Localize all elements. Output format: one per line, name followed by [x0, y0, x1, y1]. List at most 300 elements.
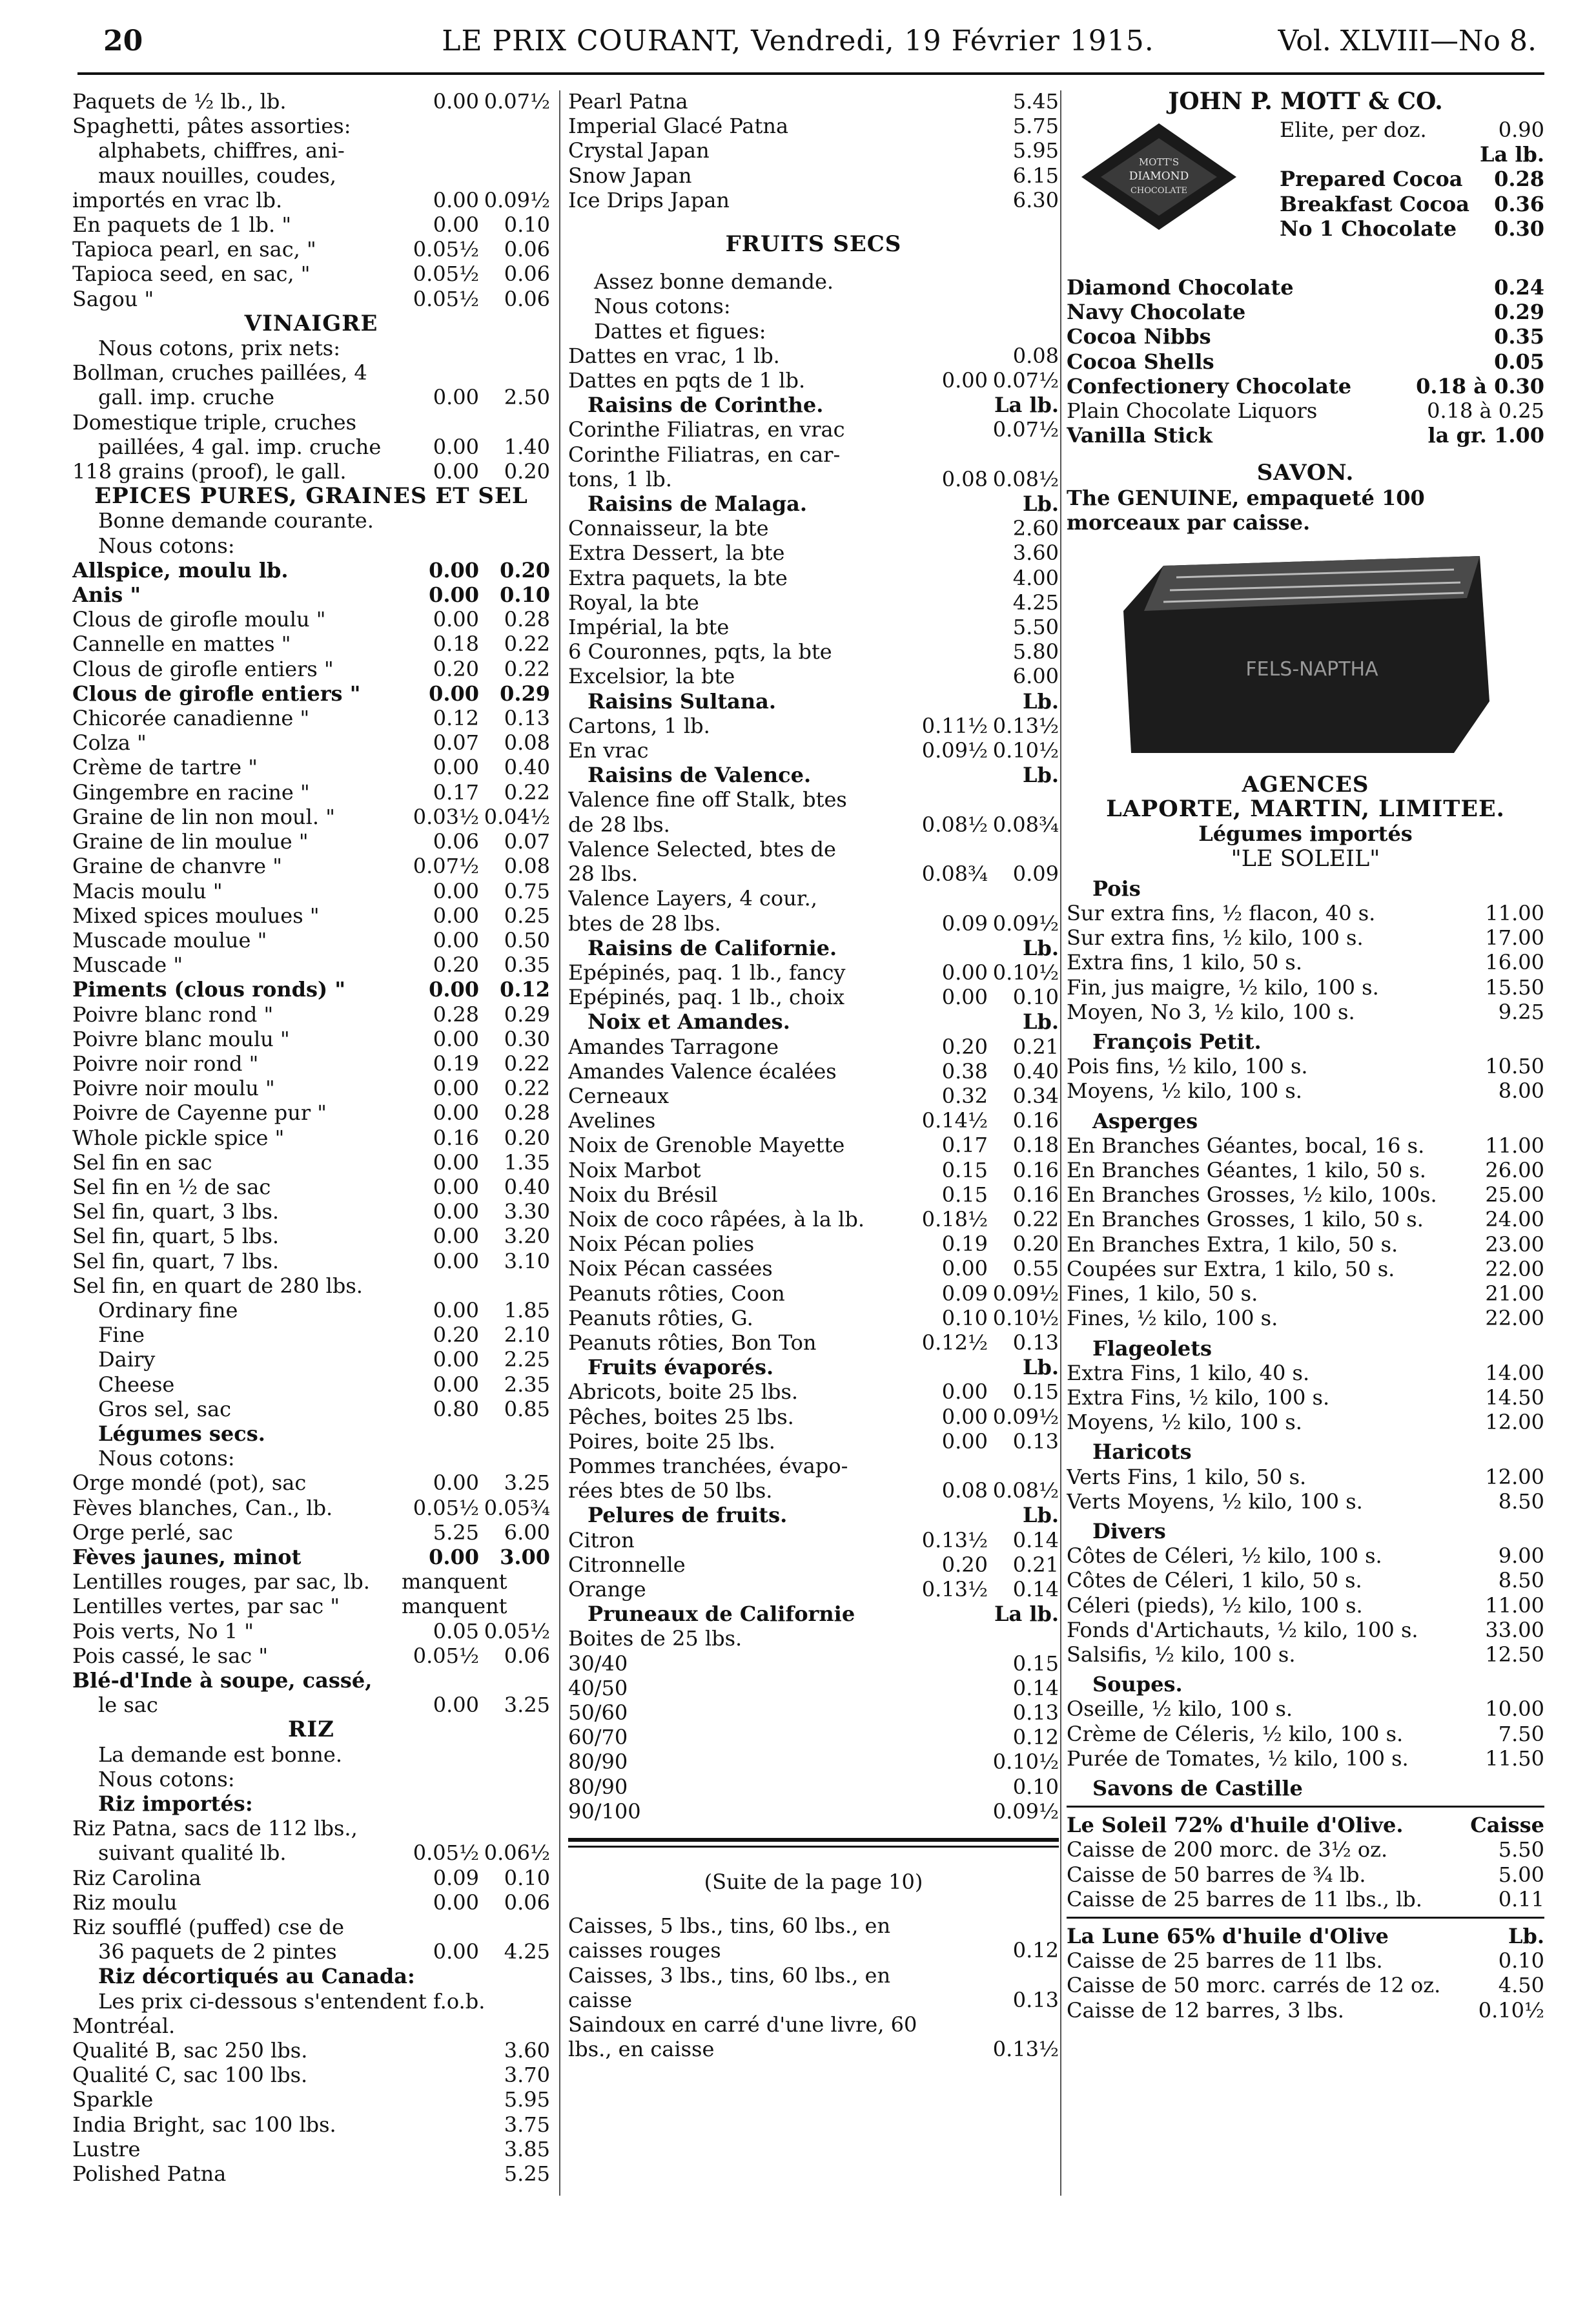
price-min [910, 344, 988, 368]
mott-elite-row [1280, 118, 1544, 241]
price-row [1067, 1158, 1544, 1182]
price-min: 0.20 [433, 1323, 479, 1348]
price-row [568, 960, 1059, 985]
price-max: 0.07½ [992, 417, 1059, 442]
price-row [568, 89, 1059, 114]
section-title-fruits: FRUITS SECS [725, 231, 902, 258]
price-max: 0.22 [1012, 1206, 1059, 1232]
price-max: 0.22 [504, 656, 550, 681]
item-name: Dairy [98, 1347, 156, 1372]
price-row [568, 861, 1059, 886]
price-row [72, 1939, 550, 1964]
price-max: 0.40 [504, 1174, 550, 1199]
item-name: Abricots, boite 25 lbs. [568, 1379, 799, 1405]
column-middle [568, 89, 1059, 2061]
price-row [568, 1330, 1059, 1355]
item-price: 24.00 [1485, 1207, 1544, 1232]
item-name: Orange [568, 1576, 646, 1602]
price-max: 0.09½ [484, 187, 550, 212]
price-row [568, 1306, 1059, 1330]
price-row [568, 1963, 1059, 1988]
subsection-title: Pois [1092, 876, 1141, 901]
header-rule [77, 72, 1544, 75]
price-row [72, 1816, 550, 1840]
mott-advertisement [1067, 89, 1544, 283]
price-row [72, 1199, 550, 1224]
item-name: Fines, 1 kilo, 50 s. [1067, 1281, 1258, 1306]
price-max: 0.34 [1012, 1083, 1059, 1108]
price-row [1067, 1837, 1544, 1862]
price-row [1067, 1385, 1544, 1410]
price-row [72, 287, 550, 311]
price-row [1067, 1306, 1544, 1330]
subsection-title: Haricots [1092, 1439, 1192, 1465]
price-row [568, 1749, 1059, 1774]
price-row [72, 1866, 550, 1890]
item-name: Whole pickle spice " [72, 1125, 285, 1150]
price-max: 0.22 [504, 779, 550, 805]
price-min: manquent [402, 1569, 507, 1594]
item-price: 12.00 [1485, 1464, 1544, 1489]
price-row [72, 385, 550, 409]
price-row [1067, 1232, 1544, 1257]
price-max: 1.85 [504, 1297, 550, 1323]
price-row [72, 188, 550, 212]
price-min: 0.00 [433, 903, 479, 928]
price-max: 0.16 [1012, 1108, 1059, 1133]
unit-label: Lb. [1022, 1355, 1059, 1380]
item-name: Poivre noir moulu " [72, 1076, 275, 1101]
subsection-title: Raisins de Malaga. [588, 491, 807, 517]
item-price: 14.00 [1485, 1360, 1544, 1385]
price-max: 6.00 [504, 1520, 550, 1545]
subsection-header [1067, 1924, 1544, 1948]
item-price [988, 2012, 1059, 2037]
price-row [72, 1668, 550, 1693]
price-min: 0.00 [433, 1890, 479, 1915]
price-min [402, 1273, 479, 1298]
price-row [72, 829, 550, 854]
item-name: Fines, ½ kilo, 100 s. [1067, 1306, 1278, 1331]
price-row [72, 1076, 550, 1100]
item-name: Clous de girofle entiers " [72, 681, 361, 706]
item-name: Valence Selected, btes de [568, 836, 836, 861]
section-intro: Boites de 25 lbs. [568, 1626, 742, 1651]
subsection-header [568, 1602, 1059, 1626]
item-name: Citronnelle [568, 1552, 686, 1577]
price-max: 0.50 [504, 927, 550, 953]
price-max: 0.18 [1012, 1133, 1059, 1158]
price-min: 0.00 [429, 977, 479, 1002]
price-row [72, 1520, 550, 1545]
price-max: 0.75 [504, 878, 550, 903]
price-row [72, 1545, 550, 1569]
price-row [72, 879, 550, 903]
item-name: Royal, la bte [568, 590, 699, 615]
subsection-title: Divers [1092, 1518, 1166, 1543]
price-row [72, 1027, 550, 1051]
price-row [568, 1158, 1059, 1182]
item-name: Avelines [568, 1108, 656, 1133]
item-name: Noix de Grenoble Mayette [568, 1133, 845, 1158]
price-min: 0.00 [941, 1428, 988, 1454]
item-name: 28 lbs. [568, 861, 639, 887]
item-name: Plain Chocolate Liquors [1067, 398, 1318, 424]
price-min: 0.00 [433, 1150, 479, 1175]
price-row [72, 2038, 550, 2063]
price-min: 0.00 [433, 1939, 479, 1964]
item-name: Citron [568, 1527, 635, 1552]
item-price [988, 1913, 1059, 1938]
item-name: de 28 lbs. [568, 812, 670, 837]
section-rule [1067, 1806, 1544, 1808]
unit-label: La lb. [994, 393, 1059, 418]
price-max: 0.25 [504, 903, 550, 928]
price-max: 0.07½ [992, 368, 1059, 393]
item-name: rées btes de 50 lbs. [568, 1478, 773, 1503]
item-name: Salsifis, ½ kilo, 100 s. [1067, 1642, 1296, 1667]
price-min: 0.12½ [921, 1330, 988, 1355]
item-name: Extra Fins, 1 kilo, 40 s. [1067, 1360, 1310, 1385]
item-price: 4.50 [1498, 1973, 1544, 1998]
price-row [568, 1035, 1059, 1059]
price-max: 0.35 [504, 953, 550, 978]
price-row [1067, 1568, 1544, 1593]
price-min: 0.03½ [413, 804, 479, 829]
price-row [72, 632, 550, 656]
item-price: 4.00 [1012, 565, 1059, 590]
price-max: 0.13½ [992, 713, 1059, 738]
price-min: 0.00 [433, 434, 479, 459]
price-min: 0.00 [433, 1693, 479, 1718]
item-name: Breakfast Cocoa [1280, 191, 1469, 216]
item-name: Caisse de 50 morc. carrés de 12 oz. [1067, 1973, 1441, 1998]
item-name: 80/90 [568, 1749, 628, 1775]
price-row [568, 1108, 1059, 1133]
price-min: 0.08¾ [921, 861, 988, 887]
price-row [72, 435, 550, 459]
subsection-title: Fruits évaporés. [588, 1355, 774, 1380]
subsection-title: Flageolets [1092, 1335, 1212, 1361]
brand-name: "LE SOLEIL" [1231, 845, 1380, 872]
price-row [1067, 324, 1544, 349]
price-row [568, 837, 1059, 861]
item-price: la gr. 1.00 [1427, 423, 1544, 448]
price-row [568, 615, 1059, 639]
item-name: Cannelle en mattes " [72, 632, 291, 657]
price-row [568, 2012, 1059, 2037]
price-row [568, 1913, 1059, 1938]
price-min: 0.17 [941, 1133, 988, 1158]
item-name: Sel fin en sac [72, 1150, 212, 1175]
price-max: 0.10½ [992, 1305, 1059, 1330]
price-max [479, 1816, 550, 1840]
price-max: 0.10 [500, 582, 550, 608]
item-name: Fonds d'Artichauts, ½ kilo, 100 s. [1067, 1617, 1418, 1642]
price-min: 0.00 [941, 368, 988, 393]
item-name: Macis moulu " [72, 878, 223, 903]
item-price: 0.05 [1494, 349, 1544, 374]
subsection-title: Noix et Amandes. [588, 1009, 790, 1035]
price-row [72, 2137, 550, 2161]
price-min: 0.05½ [413, 286, 479, 311]
price-max [988, 787, 1059, 812]
item-name: Caisse de 12 barres, 3 lbs. [1067, 1997, 1344, 2023]
price-row [1067, 1465, 1544, 1489]
price-row [72, 1002, 550, 1027]
price-max: 0.13 [1012, 1330, 1059, 1355]
price-row [568, 541, 1059, 565]
item-price: 5.00 [1498, 1862, 1544, 1887]
item-name: Imperial Glacé Patna [568, 114, 789, 139]
unit-label: La lb. [1479, 142, 1544, 167]
item-price: 12.00 [1485, 1410, 1544, 1435]
price-min: 0.00 [433, 1347, 479, 1372]
price-row [72, 854, 550, 878]
price-max [479, 1569, 550, 1594]
price-row [1067, 423, 1544, 448]
soap-package-image [1118, 540, 1493, 759]
subsection-title: Pruneaux de Californie [588, 1602, 855, 1627]
item-price: 0.12 [1012, 1938, 1059, 1963]
price-max [479, 1273, 550, 1298]
item-name: Sagou " [72, 286, 154, 311]
item-price: 0.18 à 0.30 [1416, 373, 1544, 398]
price-row [72, 780, 550, 805]
item-price: 8.50 [1498, 1568, 1544, 1593]
price-max: 3.30 [504, 1199, 550, 1224]
price-max: 0.06 [504, 262, 550, 287]
price-min: 5.25 [433, 1520, 479, 1545]
item-price: 11.00 [1485, 1593, 1544, 1618]
subsection-title: Savons de Castille [1092, 1775, 1303, 1800]
price-row [568, 566, 1059, 590]
price-min [402, 114, 479, 138]
item-name: Caisse de 200 morc. de 3½ oz. [1067, 1837, 1388, 1862]
item-name: Tapioca pearl, en sac, " [72, 237, 316, 262]
volume-number: Vol. XLVIII—No 8. [1278, 25, 1537, 57]
price-max: 3.25 [504, 1693, 550, 1718]
price-max: 0.09½ [992, 911, 1059, 936]
unit-label: Lb. [1022, 1009, 1059, 1035]
price-row [568, 1676, 1059, 1700]
item-name: En Branches Extra, 1 kilo, 50 s. [1067, 1232, 1398, 1257]
price-row [72, 953, 550, 977]
subsection-header [568, 1503, 1059, 1527]
price-min [402, 1668, 479, 1693]
price-min: 0.20 [433, 953, 479, 978]
item-name: Graine de lin non moul. " [72, 804, 335, 829]
price-row [568, 1454, 1059, 1478]
price-min: 0.13½ [921, 1527, 988, 1552]
item-price: 0.90 [1498, 118, 1544, 142]
price-min: manquent [402, 1594, 507, 1619]
item-price: 5.95 [1012, 138, 1059, 163]
item-price: 11.00 [1485, 1133, 1544, 1158]
price-min: 0.14½ [921, 1108, 988, 1133]
section-intro: La demande est bonne. [98, 1742, 343, 1767]
item-name: Noix de coco râpées, à la lb. [568, 1206, 865, 1232]
item-price: 0.09½ [992, 1799, 1059, 1824]
item-price: 0.18 à 0.25 [1427, 398, 1544, 424]
item-name: Caisses, 5 lbs., tins, 60 lbs., en [568, 1913, 891, 1939]
item-price: 0.29 [1494, 300, 1544, 325]
price-max: 1.35 [504, 1150, 550, 1175]
price-min [910, 886, 988, 911]
price-max: 0.07 [504, 829, 550, 854]
price-min: 0.00 [433, 1076, 479, 1101]
price-row [568, 714, 1059, 738]
price-min: 0.00 [433, 187, 479, 212]
item-name: Pêches, boites 25 lbs. [568, 1404, 794, 1429]
price-row [1280, 216, 1544, 241]
item-name: En Branches Géantes, 1 kilo, 50 s. [1067, 1158, 1426, 1183]
price-max: 0.20 [1012, 1232, 1059, 1257]
item-price [988, 1963, 1059, 1988]
item-price: 0.30 [1494, 216, 1544, 241]
item-name: Fèves blanches, Can., lb. [72, 1495, 333, 1520]
price-min [910, 442, 988, 467]
item-name: paillées, 4 gal. imp. cruche [98, 434, 382, 459]
price-max: 0.06 [504, 237, 550, 262]
price-row [568, 188, 1059, 212]
item-price: 0.24 [1494, 275, 1544, 300]
item-name: Poivre blanc moulu " [72, 1026, 290, 1051]
item-name: India Bright, sac 100 lbs. [72, 2112, 336, 2137]
price-min: 0.00 [941, 960, 988, 985]
price-min: 0.06 [433, 829, 479, 854]
price-max: 0.09 [1012, 861, 1059, 887]
soap-brand-label: FELS-NAPTHA [1245, 658, 1378, 681]
price-row [72, 1644, 550, 1668]
subsection-title: Raisins de Valence. [588, 763, 812, 788]
price-row [72, 1224, 550, 1248]
price-max: 0.28 [504, 607, 550, 632]
price-row [568, 1379, 1059, 1404]
price-min [402, 163, 479, 188]
subsection-title: Soupes. [1092, 1672, 1183, 1697]
price-min [402, 138, 479, 163]
section-rule [1067, 1917, 1544, 1919]
price-row [72, 360, 550, 385]
item-name: Verts Moyens, ½ kilo, 100 s. [1067, 1489, 1363, 1514]
item-price: 3.75 [504, 2112, 550, 2137]
unit-label: Lb. [1022, 1503, 1059, 1528]
unit-label: Lb. [1022, 763, 1059, 788]
price-min: 0.11½ [921, 713, 988, 738]
item-name: tons, 1 lb. [568, 466, 672, 491]
price-row [568, 417, 1059, 442]
continued-note: (Suite de la page 10) [704, 1870, 923, 1895]
item-name: Cheese [98, 1372, 175, 1397]
item-name: Moyen, No 3, ½ kilo, 100 s. [1067, 999, 1355, 1024]
price-max [988, 837, 1059, 861]
price-max: 0.10 [1012, 985, 1059, 1010]
item-name: Snow Japan [568, 163, 692, 188]
item-name: Pois verts, No 1 " [72, 1618, 254, 1644]
price-row [72, 2087, 550, 2112]
item-price: 0.28 [1494, 167, 1544, 192]
price-row [72, 114, 550, 138]
price-row [1067, 1746, 1544, 1771]
item-price: 6.00 [1012, 664, 1059, 689]
item-price: 5.80 [1012, 639, 1059, 665]
price-max: 2.25 [504, 1347, 550, 1372]
price-row [1067, 1361, 1544, 1385]
item-name: Fèves jaunes, minot [72, 1544, 302, 1569]
item-name: Prepared Cocoa [1280, 167, 1463, 192]
price-row [72, 1890, 550, 1915]
price-row [72, 706, 550, 730]
savon-description: The GENUINE, empaqueté 100 morceaux par caisse. [1067, 485, 1425, 535]
price-min [910, 787, 988, 812]
subsection-title: Raisins Sultana. [588, 688, 776, 714]
price-min: 0.10 [941, 1305, 988, 1330]
subsection-title: Asperges [1092, 1108, 1198, 1133]
item-name: caisses rouges [568, 1938, 721, 1963]
price-max: 0.29 [500, 681, 550, 706]
price-max: 0.09½ [992, 1404, 1059, 1429]
item-price: 7.50 [1498, 1721, 1544, 1746]
price-row [568, 1256, 1059, 1281]
price-min: 0.80 [433, 1396, 479, 1421]
price-row [568, 1577, 1059, 1602]
price-max: 0.20 [500, 557, 550, 582]
price-min: 0.20 [433, 656, 479, 681]
unit-label: Caisse [1470, 1813, 1544, 1838]
price-min: 0.00 [433, 1199, 479, 1224]
price-min: 0.00 [433, 1100, 479, 1126]
unit-label: Lb. [1508, 1923, 1544, 1948]
item-name: Excelsior, la bte [568, 664, 735, 689]
item-name: btes de 28 lbs. [568, 911, 721, 936]
price-max: 0.06 [504, 1643, 550, 1668]
price-row [1067, 975, 1544, 1000]
item-price: 0.10½ [1478, 1997, 1544, 2023]
price-min: 0.07 [433, 730, 479, 756]
price-row [72, 2161, 550, 2186]
price-min: 0.38 [941, 1058, 988, 1084]
price-row [72, 2112, 550, 2137]
price-max [479, 410, 550, 435]
price-min [402, 410, 479, 435]
item-name: Sur extra fins, ½ kilo, 100 s. [1067, 925, 1364, 951]
item-price: 8.50 [1498, 1489, 1544, 1514]
item-name: Spaghetti, pâtes assorties: [72, 114, 351, 139]
subsection-header [568, 393, 1059, 417]
item-price: 21.00 [1485, 1281, 1544, 1306]
price-max: 2.10 [504, 1323, 550, 1348]
price-row [1280, 192, 1544, 216]
item-name: Saindoux en carré d'une livre, 60 [568, 2012, 917, 2037]
item-name: Cocoa Nibbs [1067, 324, 1211, 349]
price-row [1067, 1642, 1544, 1667]
price-max: 0.13 [1012, 1428, 1059, 1454]
price-row [1067, 1887, 1544, 1912]
price-min: 0.00 [941, 1379, 988, 1405]
item-name: Noix Pécan cassées [568, 1256, 773, 1281]
price-min: 0.16 [433, 1125, 479, 1150]
item-name: Diamond Chocolate [1067, 275, 1294, 300]
item-name: Pois cassé, le sac " [72, 1643, 269, 1668]
price-min: 0.00 [433, 212, 479, 238]
price-max: 0.22 [504, 632, 550, 657]
note-text: Les prix ci-dessous s'entendent f.o.b. [98, 1988, 486, 2014]
price-row [72, 1175, 550, 1199]
price-row [568, 138, 1059, 163]
subsection-title: François Petit. [1092, 1029, 1262, 1055]
price-row [1067, 1998, 1544, 2023]
